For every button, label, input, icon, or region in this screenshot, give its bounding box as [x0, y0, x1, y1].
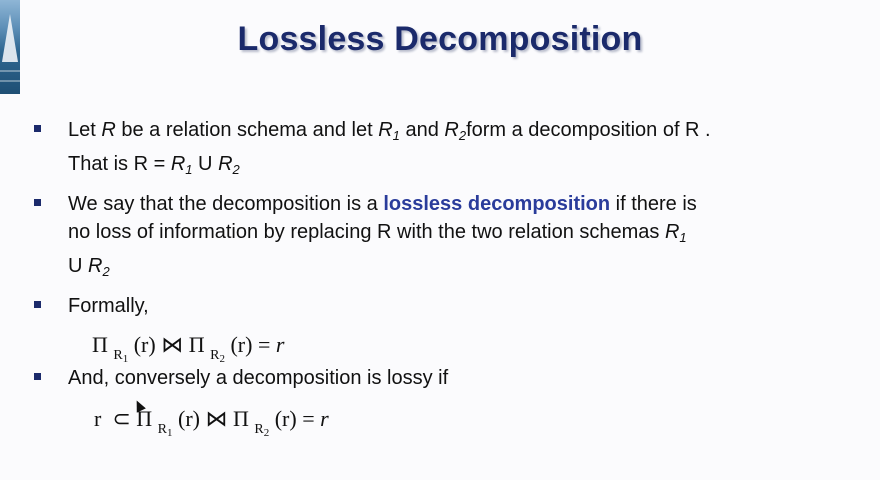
text-line: We say that the decomposition is a lossless decomposition if there is — [68, 193, 697, 215]
bullet-marker — [34, 373, 41, 380]
bullet-item — [28, 364, 848, 392]
bullet-item — [28, 116, 848, 184]
highlighted-term: lossless decomposition — [383, 193, 611, 215]
text-line: Let R be a relation schema and let $R_1$ and $R_2form$ a decomposition of R . — [68, 119, 711, 143]
formula-lossy: r ⊂ Π $_{R_1}$ (r) ⋈ Π $_{R_2}$ (r) = r — [94, 402, 848, 436]
text-line: no loss of information by replacing R with the two relation schemas $R_1$ — [68, 221, 687, 245]
bullet-marker — [34, 301, 41, 308]
slide-title: Lossless Decomposition — [237, 20, 643, 58]
formula-lossless: Π $_{R_1}$ (r) ⋈ Π $_{R_2}$ (r) = r — [92, 332, 285, 365]
bullet-item — [28, 292, 848, 320]
wave-line — [0, 70, 20, 72]
text-line: U $R_2$ — [68, 255, 110, 279]
bullet-item — [28, 190, 848, 286]
bullet-marker — [34, 125, 41, 132]
text-line: That is $R = R_1$ U $R_2$ — [68, 153, 240, 177]
bullet-list — [28, 112, 848, 439]
wave-line — [0, 80, 20, 82]
text-line: Formally, — [68, 295, 149, 317]
text-line: And, conversely a decomposition is lossy if — [68, 367, 449, 389]
bullet-marker — [34, 199, 41, 206]
